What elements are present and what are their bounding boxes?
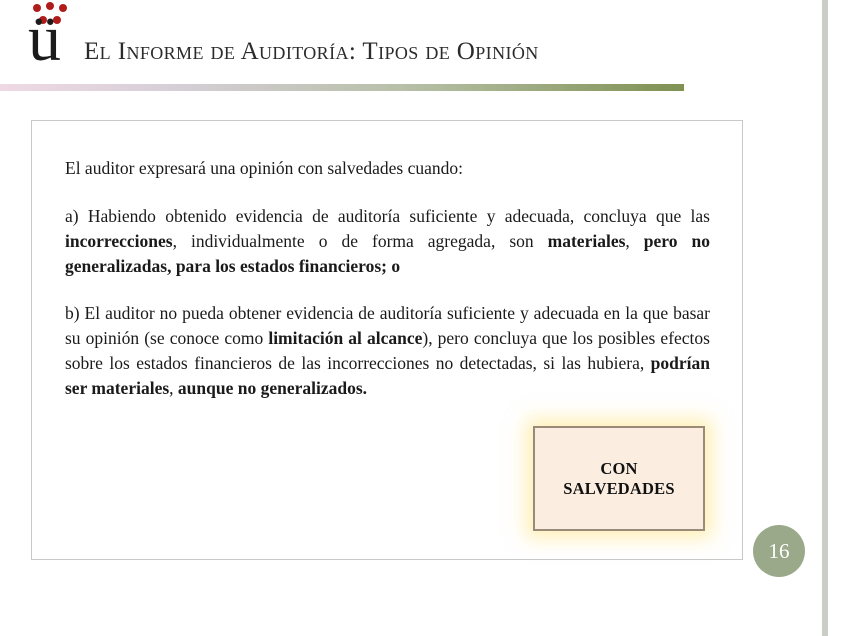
- callout-label: [563, 459, 674, 499]
- paragraph-item-a: a) Habiendo obtenido evidencia de auditoría suficiente y adecuada, concluya que las incorrecciones, individualmente o de forma agregada, son materiales, pero no generalizadas, para los estados financieros; o: [65, 206, 710, 276]
- callout-line-2: SALVEDADES: [563, 478, 675, 498]
- content-panel: [31, 120, 743, 560]
- page-number-badge: 16: [753, 525, 805, 577]
- page-title: El Informe de Auditoría: Tipos de Opinión: [84, 38, 539, 65]
- right-edge-white-strip: [828, 0, 848, 636]
- callout-box-con-salvedades: [533, 426, 705, 531]
- university-logo: [18, 0, 76, 76]
- slide-header: [0, 0, 816, 96]
- header-divider: [0, 84, 684, 91]
- logo-letter: ü: [28, 2, 61, 75]
- paragraph-item-b: b) El auditor no pueda obtener evidencia de auditoría suficiente y adecuada en la que basar su opinión (se conoce como limitación al alcance), pero concluya que los posibles efectos sobre los estados financieros de las incorrecciones no detectadas, si las hubiera, podrían ser materiales, aunque no generalizados.: [65, 303, 710, 398]
- intro-paragraph: El auditor expresará una opinión con salvedades cuando:: [65, 158, 463, 178]
- callout-line-1: CON: [600, 458, 638, 478]
